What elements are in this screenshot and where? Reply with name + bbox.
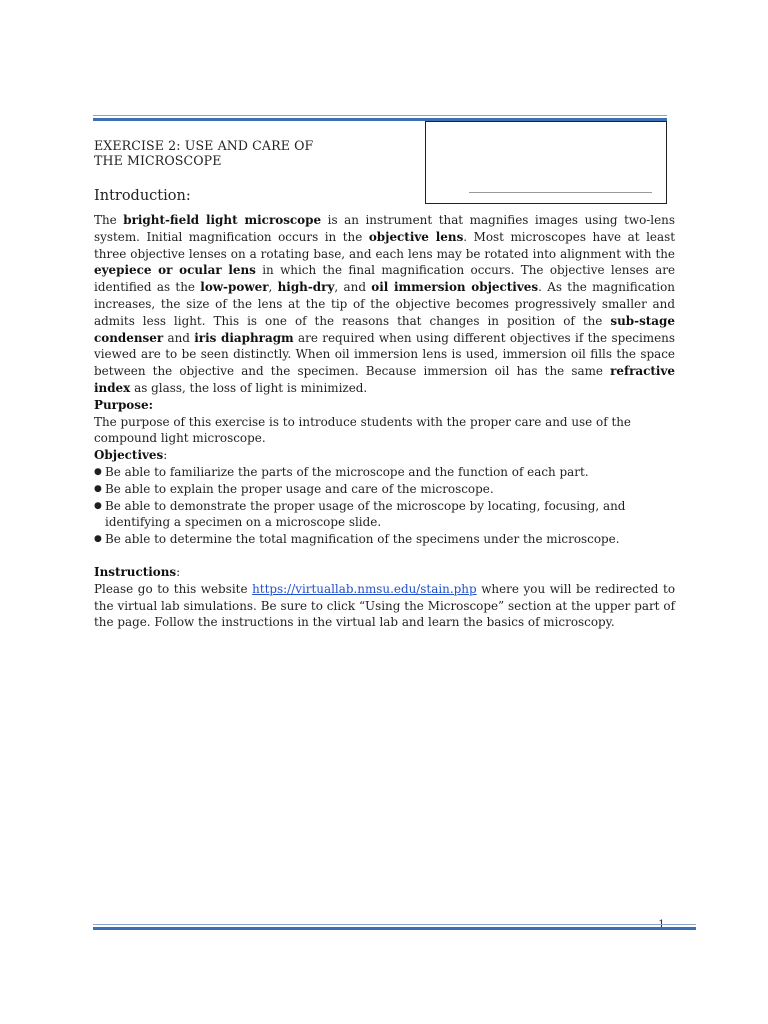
term-oil-immersion: oil immersion objectives: [371, 280, 539, 295]
purpose-text: The purpose of this exercise is to introduce students with the proper care and use of the compound light microscope.: [94, 414, 631, 446]
term-objective-lens: objective lens: [368, 229, 464, 244]
term-refractive-index: refractive index: [94, 364, 675, 395]
term-eyepiece: eyepiece or ocular lens: [94, 263, 256, 278]
term-bright-field: bright-field light microscope: [123, 213, 322, 227]
name-signature-line: [469, 192, 652, 193]
exercise-title-line-2: THE MICROSCOPE: [94, 153, 222, 168]
bullet-icon: ●: [94, 483, 102, 494]
list-item: ● Be able to demonstrate the proper usage of the microscope by locating, focusing, and identifying a specimen on a microscope slide.: [94, 498, 626, 530]
exercise-title: [94, 138, 313, 168]
term-low-power: low-power: [200, 280, 269, 295]
term-sub-stage-condenser: sub-stage condenser: [94, 313, 675, 345]
list-item: ● Be able to explain the proper usage and care of the microscope.: [94, 481, 494, 496]
name-box: [425, 121, 667, 204]
list-item: ● Be able to familiarize the parts of the microscope and the function of each part.: [94, 464, 589, 479]
term-high-dry: high-dry: [277, 280, 335, 295]
instructions-text: Please go to this website https://virtuallab.nmsu.edu/stain.php where you will be redirected to the virtual lab simulations. Be sure to click “Using the Microscope” section at the upper part of the page. Follow the instructions in the virtual lab and learn the basics of microscopy.: [94, 581, 676, 630]
introduction-heading: Introduction:: [94, 188, 191, 204]
virtual-lab-link[interactable]: https://virtuallab.nmsu.edu/stain.php: [252, 581, 477, 596]
exercise-title-line-1: EXERCISE 2: USE AND CARE OF: [94, 138, 314, 153]
instructions-heading: Instructions:: [94, 564, 181, 579]
bullet-icon: ●: [94, 466, 102, 477]
footer-rule: [93, 924, 696, 930]
purpose-heading: Purpose:: [94, 397, 153, 412]
document-body: [94, 212, 675, 631]
objectives-list: [94, 464, 675, 548]
list-item: ● Be able to determine the total magnification of the specimens under the microscope.: [94, 532, 620, 547]
introduction-paragraph: The bright-field light microscope is an instrument that magnifies images using two-lens system. Initial magnification occurs in the objective lens. Most microscopes have at least three objective lenses on a rotating base, and each lens may be rotated into alignment with the eyepiece or ocular lens in which the final magnification occurs. The objective lenses are identified as the low-power, high-dry, and oil immersion objectives. As the magnification increases, the size of the lens at the tip of the objective becomes progressively smaller and admits less light. This is one of the reasons that changes in position of the sub-stage condenser and iris diaphragm are required when using different objectives if the specimens viewed are to be seen distinctly. When oil immersion lens is used, immersion oil fills the space between the objective and the specimen. Because immersion oil has the same refractive index as glass, the loss of light is minimized.: [94, 213, 676, 395]
bullet-icon: ●: [94, 534, 102, 545]
term-iris-diaphragm: iris diaphragm: [194, 330, 294, 345]
objectives-heading: Objectives:: [94, 448, 168, 463]
bullet-icon: ●: [94, 500, 102, 511]
